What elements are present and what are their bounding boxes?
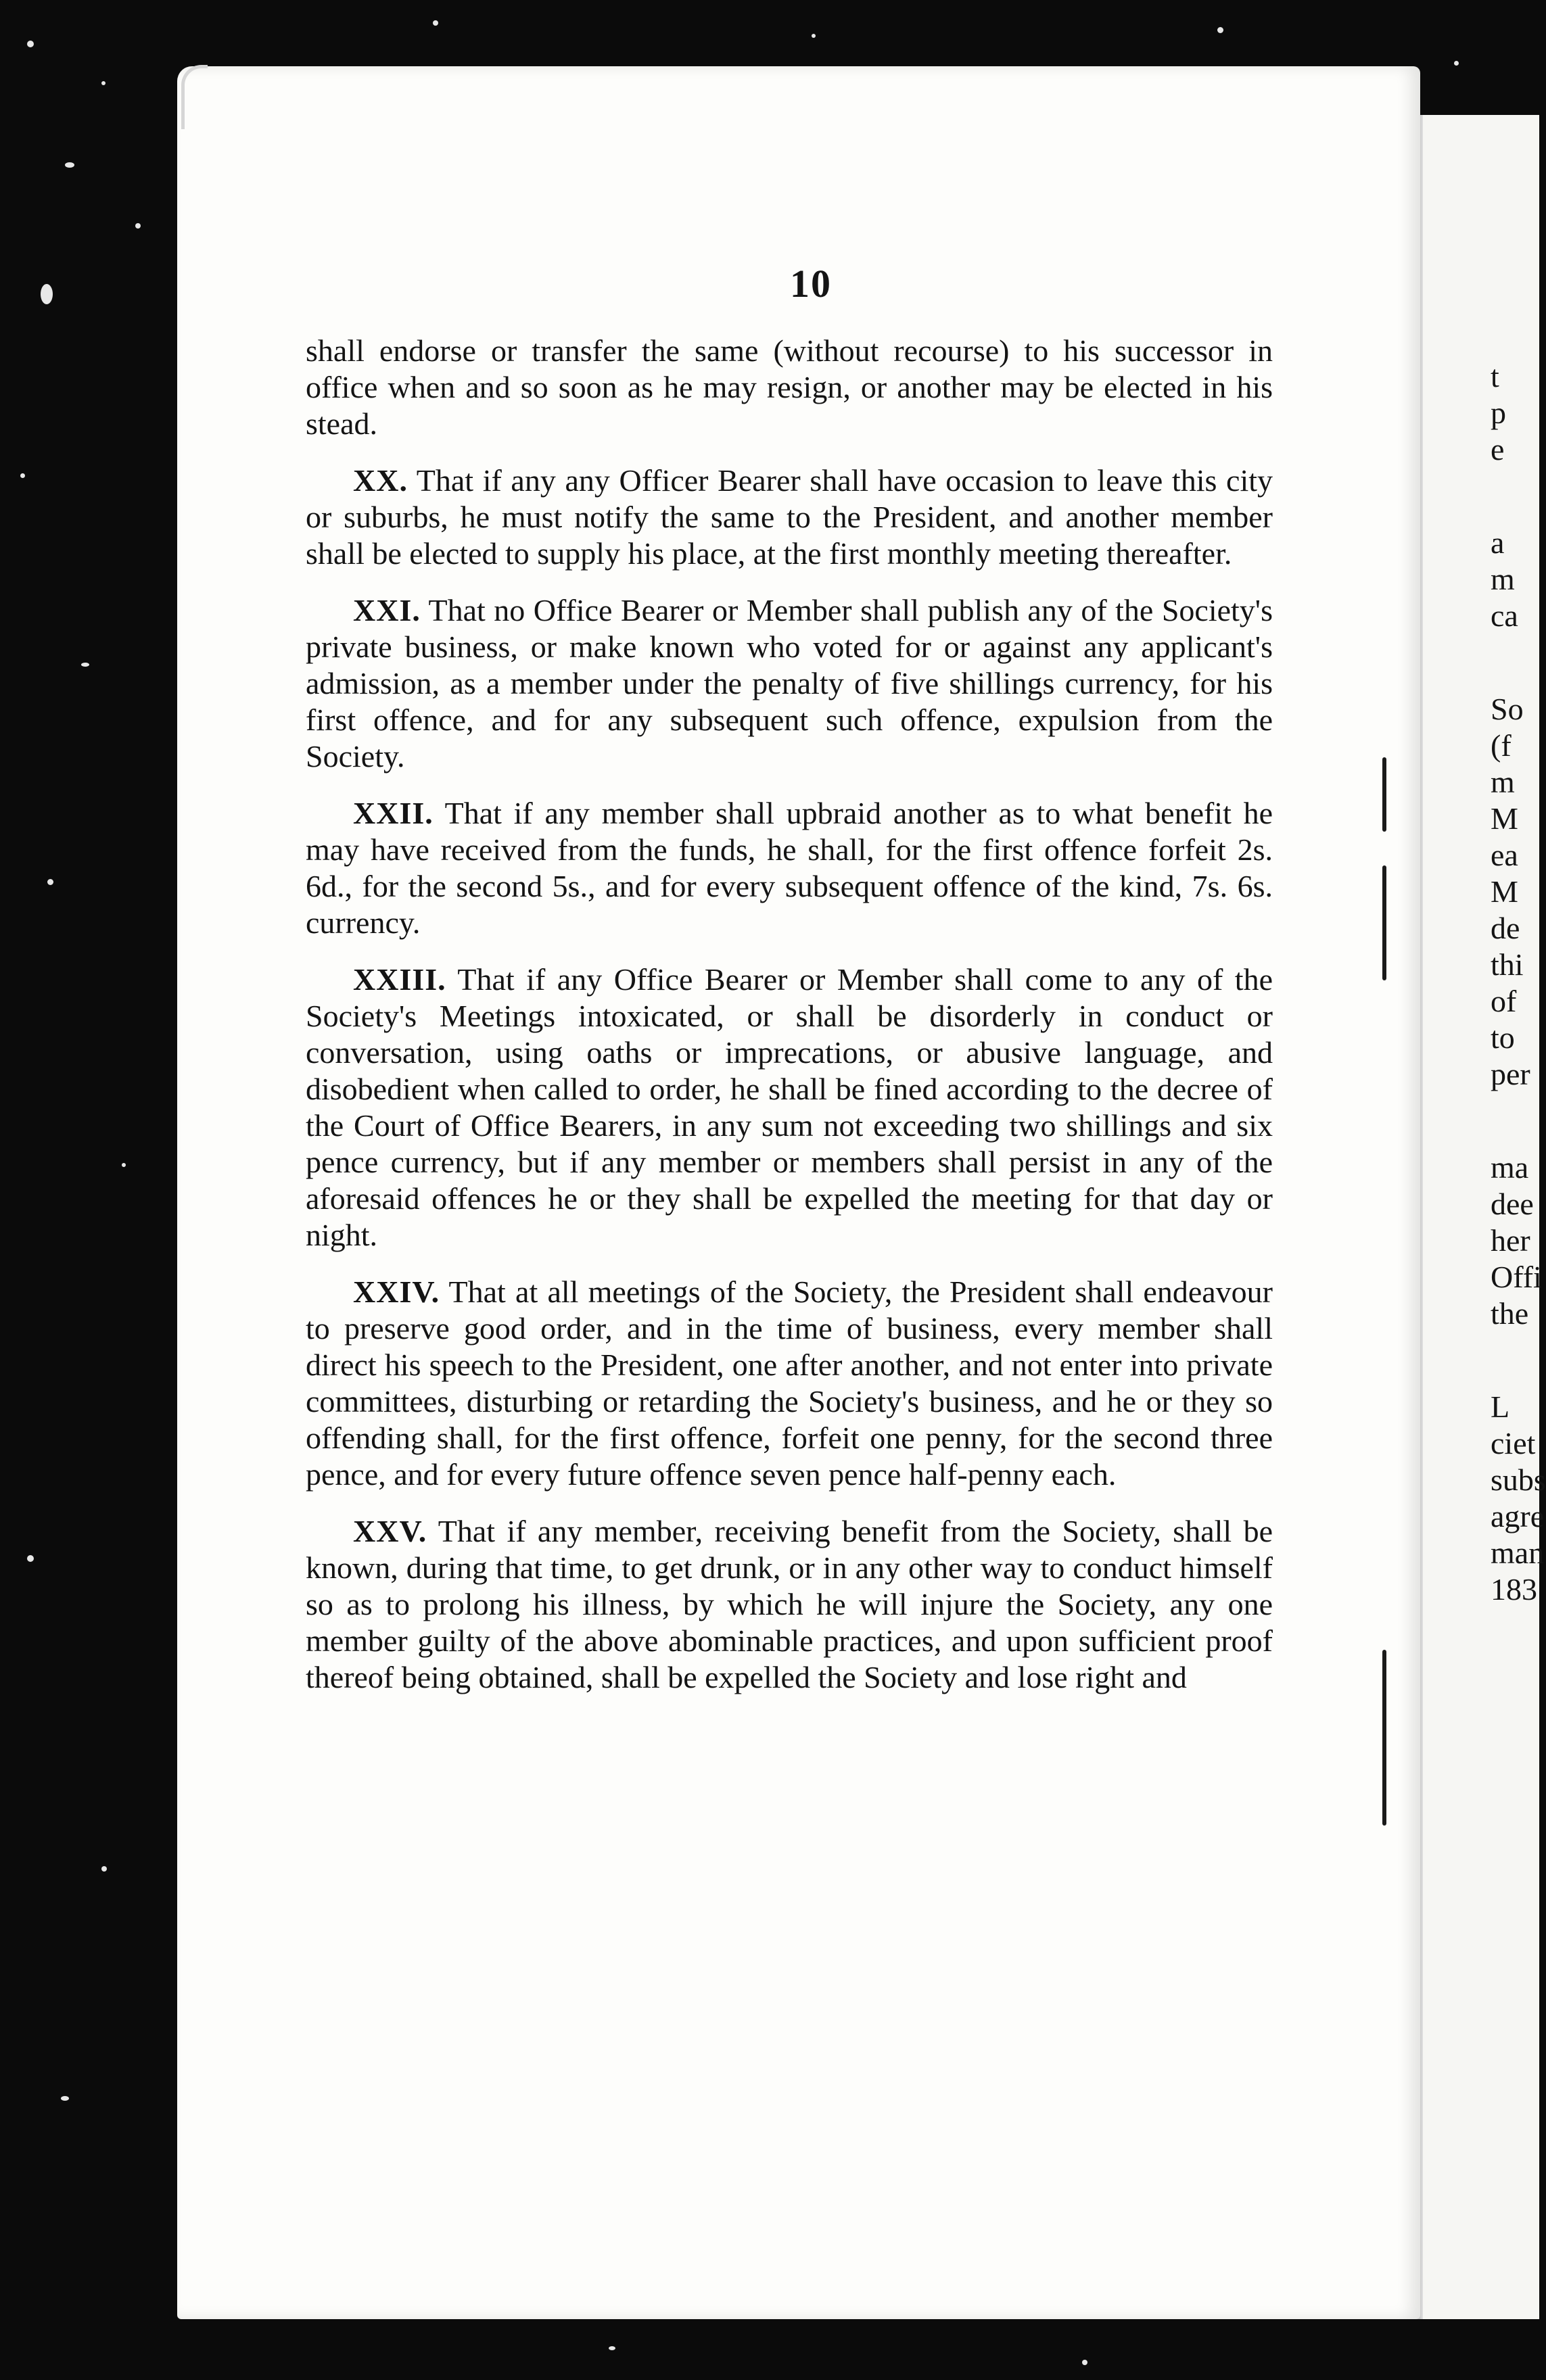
scan-speck bbox=[1454, 61, 1459, 66]
adjacent-page-fragment: 183 bbox=[1491, 1572, 1537, 1606]
scan-speck bbox=[122, 1163, 126, 1167]
adjacent-page-fragment: thi bbox=[1491, 947, 1524, 982]
binding-thread bbox=[1382, 757, 1386, 832]
scan-speck bbox=[433, 20, 438, 26]
adjacent-page-fragment: her bbox=[1491, 1223, 1530, 1258]
adjacent-page-text bbox=[1491, 358, 1546, 1608]
adjacent-page-fragment: M bbox=[1491, 874, 1518, 909]
adjacent-page-fragment: m bbox=[1491, 562, 1515, 596]
adjacent-page-fragment bbox=[1491, 468, 1539, 525]
article-xxii bbox=[306, 795, 1273, 941]
adjacent-page-fragment: t bbox=[1491, 359, 1499, 394]
adjacent-page-fragment: L bbox=[1491, 1389, 1510, 1424]
article-text: That at all meetings of the Society, the President shall endeavour to preserve good order, and in the time of business, every member shall direct his speech to the President, one after another, and not enter into private committees, disturbing or retarding the Society's business, and he or they so offending shall, for the first offence, forfeit one penny, for the second three pence, and for every future offence seven pence half-penny each. bbox=[306, 1275, 1273, 1492]
adjacent-page-fragment: to bbox=[1491, 1020, 1515, 1055]
adjacent-page-fragment: ma bbox=[1491, 1150, 1529, 1185]
adjacent-page-fragment: of bbox=[1491, 984, 1517, 1018]
article-xxi bbox=[306, 592, 1273, 775]
scan-speck bbox=[27, 1555, 34, 1562]
scan-speck bbox=[1217, 27, 1223, 33]
adjacent-page-fragment: de bbox=[1491, 911, 1520, 945]
adjacent-page-fragment: ciet bbox=[1491, 1426, 1536, 1460]
adjacent-page-fragment: So bbox=[1491, 692, 1524, 726]
article-text: That no Office Bearer or Member shall publish any of the Society's private business, or make known who voted for or against any applicant's admission, as a member under the penalty of five shillings currency, for his first offence, and for any subsequent such offence, expulsion from the Society. bbox=[306, 593, 1273, 774]
opening-paragraph: shall endorse or transfer the same (without recourse) to his successor in office when and so soon as he may resign, or another may be elected in his stead. bbox=[306, 333, 1273, 441]
binding-thread bbox=[1382, 1650, 1386, 1826]
scan-speck bbox=[812, 34, 816, 38]
scan-speck bbox=[1082, 2360, 1087, 2365]
scan-speck bbox=[47, 879, 53, 885]
article-xxiii bbox=[306, 961, 1273, 1254]
adjacent-page-fragment bbox=[1491, 1332, 1539, 1389]
scan-speck bbox=[41, 284, 53, 304]
scan-speck bbox=[27, 41, 34, 47]
adjacent-page-fragment: agre bbox=[1491, 1499, 1545, 1533]
adjacent-page-fragment: dee bbox=[1491, 1187, 1534, 1221]
adjacent-page-fragment: man bbox=[1491, 1536, 1545, 1570]
adjacent-page-fragment: ea bbox=[1491, 838, 1518, 872]
article-text: That if any member, receiving benefit from the Society, shall be known, during that time, to get drunk, or in any other way to conduct himself so as to prolong his illness, by which he will injure the Society, any one member guilty of the above abominable practices, and upon sufficient proof thereof being obtained, shall be expelled the Society and lose right and bbox=[306, 1514, 1273, 1694]
adjacent-page-fragment: ca bbox=[1491, 598, 1518, 633]
article-xxiv bbox=[306, 1274, 1273, 1493]
article-numeral: XXII. bbox=[353, 796, 434, 830]
adjacent-page-fragment: p bbox=[1491, 396, 1506, 430]
page-corner-curl bbox=[181, 65, 208, 129]
adjacent-page-fragment: e bbox=[1491, 432, 1505, 467]
article-xxv bbox=[306, 1513, 1273, 1696]
scan-speck bbox=[81, 663, 89, 667]
article-numeral: XXV. bbox=[353, 1514, 427, 1548]
adjacent-page-fragment bbox=[1491, 634, 1539, 691]
adjacent-page-fragment bbox=[1491, 1093, 1539, 1149]
article-numeral: XXI. bbox=[353, 593, 421, 627]
scan-speck bbox=[20, 473, 25, 478]
article-numeral: XXIII. bbox=[353, 962, 446, 997]
article-numeral: XXIV. bbox=[353, 1275, 440, 1309]
adjacent-page-fragment: m bbox=[1491, 765, 1515, 799]
scan-speck bbox=[135, 223, 141, 229]
page-body bbox=[306, 333, 1273, 1716]
adjacent-page-fragment: the bbox=[1491, 1296, 1529, 1331]
adjacent-page-fragment: a bbox=[1491, 525, 1505, 560]
scan-speck bbox=[101, 1866, 107, 1872]
adjacent-page-fragment: subs bbox=[1491, 1462, 1546, 1497]
page-number: 10 bbox=[790, 262, 832, 306]
article-numeral: XX. bbox=[353, 463, 408, 498]
binding-thread bbox=[1382, 865, 1386, 980]
scan-speck bbox=[65, 162, 74, 168]
article-text: That if any Office Bearer or Member shall come to any of the Society's Meetings intoxicated, or shall be disorderly in conduct or conversation, using oaths or imprecations, or abusive language, and disobedient when called to order, he shall be fined according to the decree of the Court of Office Bearers, in any sum not exceeding two shillings and six pence currency, but if any member or members shall persist in any of the aforesaid offences he or they shall be expelled the meeting for that day or night. bbox=[306, 962, 1273, 1252]
article-xx bbox=[306, 462, 1273, 572]
scan-speck bbox=[101, 81, 106, 85]
scan-speck bbox=[609, 2346, 615, 2350]
article-text: That if any member shall upbraid another as to what benefit he may have received from the funds, he shall, for the first offence forfeit 2s. 6d., for the second 5s., and for every subsequent offence of the kind, 7s. 6s. currency. bbox=[306, 796, 1273, 940]
adjacent-page-fragment: (f bbox=[1491, 728, 1512, 763]
adjacent-page-fragment: Offi bbox=[1491, 1260, 1542, 1294]
scan-speck bbox=[61, 2096, 69, 2101]
article-text: That if any any Officer Bearer shall have occasion to leave this city or suburbs, he must notify the same to the President, and another member shall be elected to supply his place, at the first monthly meeting thereafter. bbox=[306, 463, 1273, 571]
adjacent-page-fragment: per bbox=[1491, 1057, 1530, 1091]
adjacent-page-fragment: M bbox=[1491, 801, 1518, 836]
